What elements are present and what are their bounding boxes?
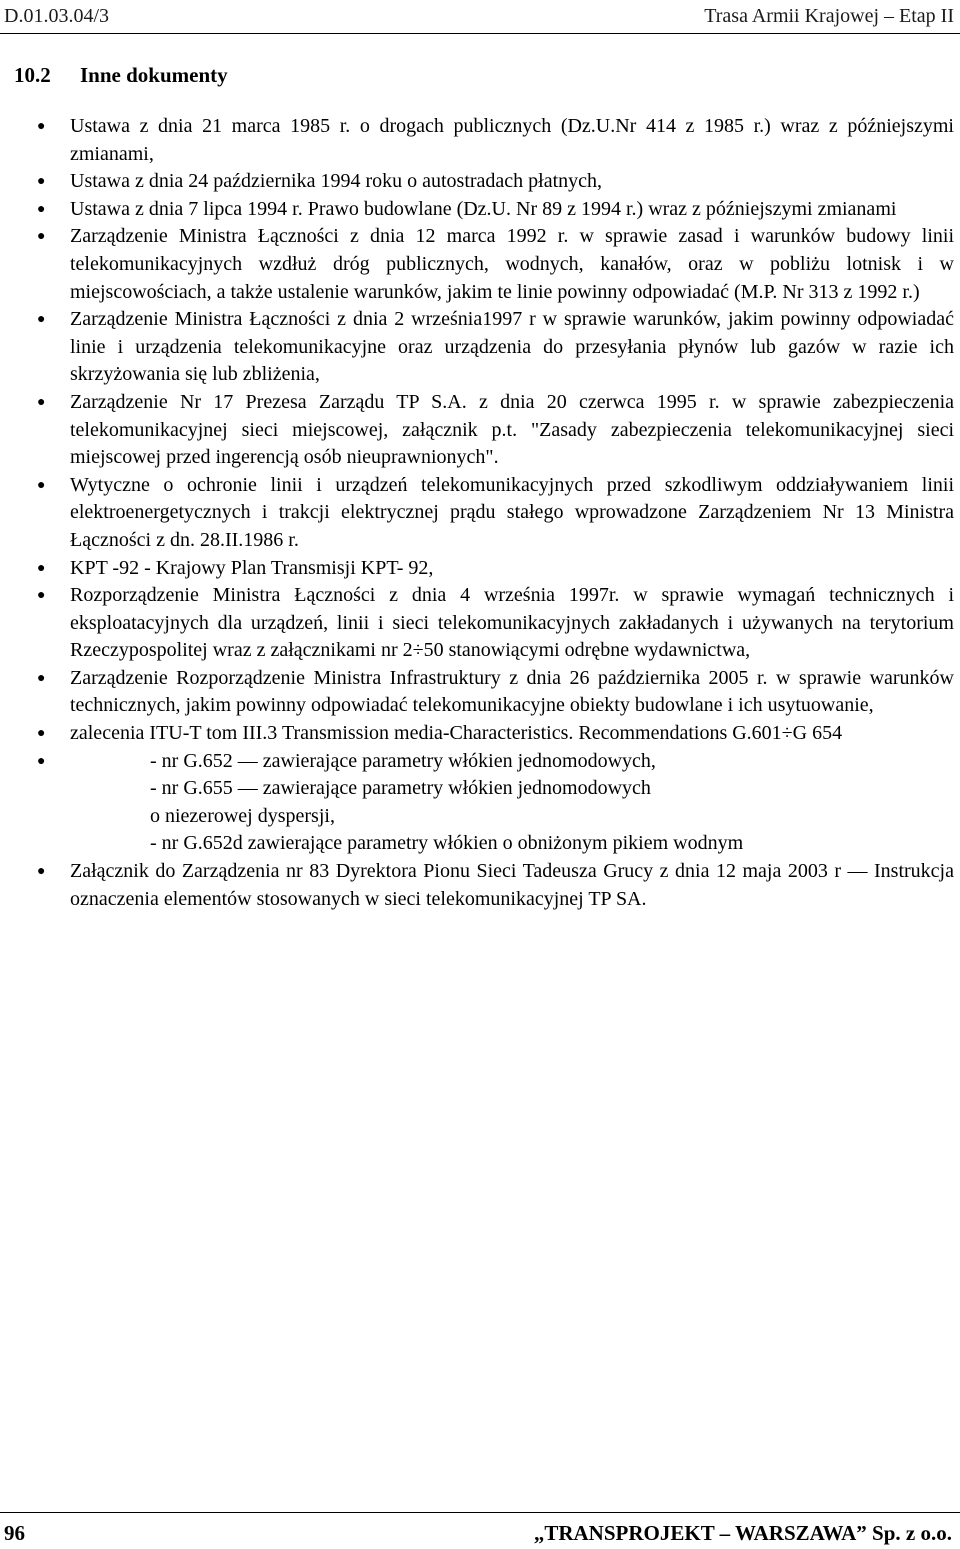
bullet-icon: ● bbox=[37, 670, 46, 686]
list-item-text: KPT -92 - Krajowy Plan Transmisji KPT- 92, bbox=[70, 556, 434, 579]
list-item bbox=[0, 196, 960, 224]
company-name: „TRANSPROJEKT – WARSZAWA” Sp. z o.o. bbox=[533, 1521, 952, 1545]
bullet-icon: ● bbox=[37, 229, 46, 245]
document-code: D.01.03.04/3 bbox=[4, 5, 109, 27]
sub-recommendation: - nr G.652 — zawierające parametry włókien jednomodowych, bbox=[150, 749, 656, 772]
sub-recommendation-continuation: o niezerowej dyspersji, bbox=[150, 804, 335, 827]
bullet-icon: ● bbox=[37, 864, 46, 880]
list-item-text: Zarządzenie Ministra Łączności z dnia 2 września1997 r w sprawie warunków, jakim powinny odpowiadać linie i urządzenia telekomunikacyjne oraz urządzenia do przesyłania płynów lub gazów w razie ich skrzyżowania się lub zbliżenia, bbox=[70, 308, 954, 386]
list-item-text: Zarządzenie Rozporządzenie Ministra Infrastruktury z dnia 26 października 2005 r. w sprawie warunków technicznych, jakim powinny odpowiadać telekomunikacyjne obiekty budowlane i ich usytuowanie, bbox=[70, 666, 954, 717]
bullet-icon: ● bbox=[37, 312, 46, 328]
list-item bbox=[0, 555, 960, 583]
page-footer bbox=[0, 1518, 960, 1548]
bullet-icon: ● bbox=[37, 394, 46, 410]
list-item bbox=[0, 748, 960, 858]
bullet-icon: ● bbox=[37, 753, 46, 769]
bullet-icon: ● bbox=[37, 119, 46, 134]
footer-divider bbox=[0, 1512, 960, 1513]
bullet-icon: ● bbox=[37, 726, 46, 742]
list-item-text: Ustawa z dnia 24 października 1994 roku o autostradach płatnych, bbox=[70, 170, 603, 193]
list-item bbox=[0, 582, 960, 665]
list-item bbox=[0, 665, 960, 720]
list-item bbox=[0, 306, 960, 389]
sub-recommendation: - nr G.655 — zawierające parametry włókien jednomodowych bbox=[150, 777, 651, 800]
list-item bbox=[0, 858, 960, 913]
list-item bbox=[0, 223, 960, 306]
bullet-icon: ● bbox=[37, 477, 46, 493]
page-number: 96 bbox=[4, 1521, 25, 1545]
list-item bbox=[0, 472, 960, 555]
documents-list bbox=[0, 113, 960, 913]
list-item-text: Ustawa z dnia 21 marca 1985 r. o drogach publicznych (Dz.U.Nr 414 z 1985 r.) wraz z późniejszymi zmianami, bbox=[70, 115, 954, 165]
list-item bbox=[0, 168, 960, 196]
list-item-text: zalecenia ITU-T tom III.3 Transmission media-Characteristics. Recommendations G.601÷G 654 bbox=[70, 722, 843, 745]
list-item bbox=[0, 113, 960, 168]
header-divider bbox=[0, 33, 960, 34]
bullet-icon: ● bbox=[37, 560, 46, 576]
project-name: Trasa Armii Krajowej – Etap II bbox=[704, 5, 954, 27]
list-item bbox=[0, 389, 960, 472]
list-item-text: Rozporządzenie Ministra Łączności z dnia 4 września 1997r. w sprawie wymagań technicznych i eksploatacyjnych dla urządzeń, linii i sieci telekomunikacyjnych zakładanych i używanych na terytorium Rzeczypospolitej wraz z załącznikami nr 2÷50 stanowiącymi odrębne wydawnictwa, bbox=[70, 584, 954, 662]
page-header bbox=[0, 2, 960, 32]
list-item-text: Zarządzenie Ministra Łączności z dnia 12 marca 1992 r. w sprawie zasad i warunków budowy linii telekomunikacyjnych wzdłuż dróg publicznych, wodnych, kanałów, oraz w pobliżu lotnisk i w miejscowościach, a także ustalenie warunków, jakim te linie powinny odpowiadać (M.P. Nr 313 z 1992 r.) bbox=[70, 225, 954, 303]
bullet-icon: ● bbox=[37, 588, 46, 604]
sub-recommendation: - nr G.652d zawierające parametry włókien o obniżonym pikiem wodnym bbox=[150, 832, 744, 855]
list-item bbox=[0, 720, 960, 748]
section-number: 10.2 bbox=[14, 63, 51, 87]
list-item-text: Ustawa z dnia 7 lipca 1994 r. Prawo budowlane (Dz.U. Nr 89 z 1994 r.) wraz z późniejszymi zmianami bbox=[70, 197, 897, 220]
list-item-text: Zarządzenie Nr 17 Prezesa Zarządu TP S.A. z dnia 20 czerwca 1995 r. w sprawie zabezpieczenia telekomunikacyjnej sieci miejscowej, załącznik p.t. "Zasady zabezpieczenia telekomunikacyjnej sieci miejscowej przed ingerencją osób nieuprawnionych". bbox=[70, 390, 954, 469]
list-item-text: Załącznik do Zarządzenia nr 83 Dyrektora Pionu Sieci Tadeusza Grucy z dnia 12 maja 2003 r — Instrukcja oznaczenia elementów stosowanych w sieci telekomunikacyjnej TP SA. bbox=[70, 860, 954, 910]
list-item-text: Wytyczne o ochronie linii i urządzeń telekomunikacyjnych przed szkodliwym oddziaływaniem linii elektroenergetycznych i trakcji elektrycznej prądu stałego wprowadzone Zarządzeniem Nr 13 Ministra Łączności z dn. 28.II.1986 r. bbox=[70, 473, 954, 551]
section-title: Inne dokumenty bbox=[80, 63, 228, 87]
bullet-icon: ● bbox=[37, 201, 46, 217]
section-heading bbox=[14, 60, 228, 90]
bullet-icon: ● bbox=[37, 174, 46, 190]
